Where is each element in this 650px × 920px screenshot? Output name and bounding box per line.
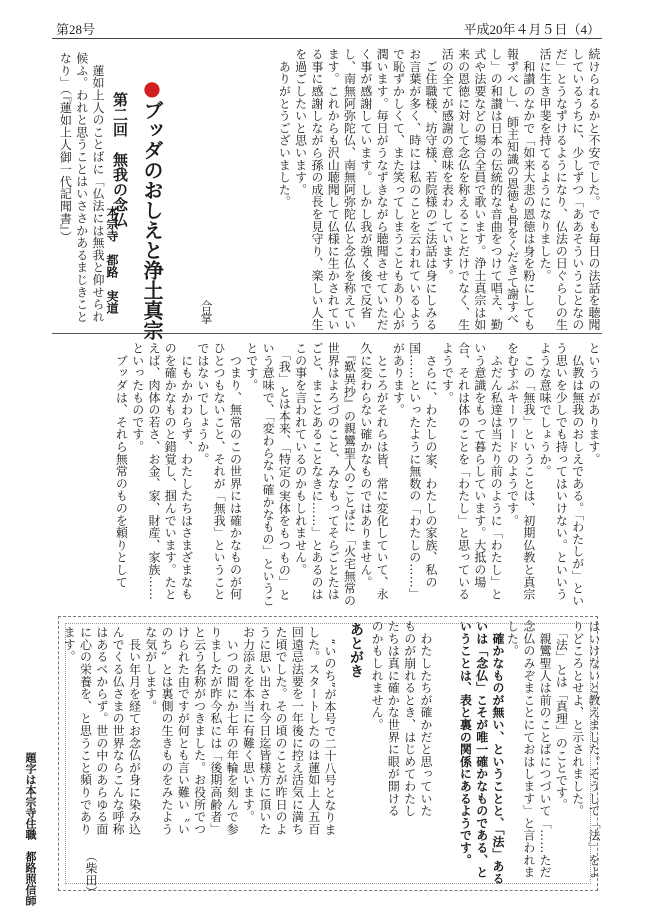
author-name: 本宗寺 都路 実道 <box>105 206 119 314</box>
emphasis-text: 確かなものが無い、ということと、「法」あるいは「念仏」こそが唯一確かなものである、ということは、表と裏の関係にあるようです。 <box>458 620 505 885</box>
afterword-title: あとがき <box>348 622 364 678</box>
series-title: ●ブッダのおしえと浄土真宗 <box>140 76 164 340</box>
page-header <box>52 14 602 39</box>
section-divider <box>52 333 602 334</box>
essay-continuation: はいけないと教えました。そうして「法」をよりどころとせよ、と示されました。 「法」とは「真理」のことです。 親鸞聖人は前のことばにつづいて「……ただ念仏のみぞまことにておはします」と言われました。 <box>505 620 601 879</box>
afterword-text: “いのち”が本号で二十八号となりました。スタートしたのは蓮如上人五百回遠忌法要を一年後に控え活気に満ちた頃でした。その頃のことが昨日のように思い出され今日迄皆様方に頂いたお力添えを本当に有難く思います。 いつの間にか七年の年輪を刻んで参りましたが昨今私には「後期高齢者」と云う名称がつきました。お役所でつけられた由ですが何とも言い難い〝いのち〟とは裏側の生きものをみたような気がします。 長い年月を経てお念仏が身に染み込んでくる仏さまの世界ならこんな呼称はあるべからず。世の中のあらゆる面に心の栄養を、と思うこと頻りであります。 <box>62 626 337 836</box>
afterword-signature: （柴田） <box>84 850 98 898</box>
testimony-text: 続けられるかと不安でした。でも毎日の法話を聴聞しているうちに、少しずつ「ああそういうことなのだ」とうなずけるようになり、仏法の日ぐらしの生活に生き甲斐を持てるようになりました。 和讃のなかで「如来大悲の恩徳は身を粉にしても報ずべし」、師主知識の恩徳も骨をくだきて謝すべし」の和讃は日本の伝統的な音曲をつけて唱え、勤式や法要などの場合全員で歌います。浄土真宗は如来の恩徳に対して念仏を称えることだけでなく、生活の全てが感謝の意味を表わしています。 ご住職様、坊守様、若院様のご法話は身にしみるお言葉が多く、時には私のことを云われているようで恥ずかしくて、また笑ってしまうこともあり心が潤います。毎日がうなずきながら聴聞させていただく事が感謝しています。しかし我が強く後で反省し、南無阿弥陀仏、南無阿弥陀仏と念仏を称えています。これからも沢山聴聞して仏様に生かされている事に感謝しながら孫の成長を見守り、楽しい人生を過ごしたいと思います。 ありがとうございました。 <box>277 48 601 331</box>
issue-date: 平成20年４月５日（4） <box>463 22 600 37</box>
closing-text: わたしたちが確かだと思っていたものが崩れるとき、はじめてわたしたちは真に確かな世界に眼が開けるのかもしれません。 <box>370 620 433 817</box>
intro-text: 蓮如上人のことばに「仏法には無我と仰せられ候ふ。われと思うことはいささかあるまじきことなり」（『蓮如上人御一代記聞書』） <box>58 52 105 323</box>
issue-number: 第28号 <box>56 22 96 37</box>
bullet-icon: ● <box>140 76 164 100</box>
calligraphy-credit: 題字は本宗寺住職 都路照信師 <box>24 752 37 906</box>
installment-title: 第二回 無我の念仏 <box>111 92 129 227</box>
essay-text: というのがあります。 仏教は無我のおしえである。「わたしが」という思いを少しでも持ってはいけない。といいうような意味でしょうか。 この「無我」ということは、初期仏教と真宗をむすぶキーワードのようです。 ふだん私達は当たり前のように「わたし」という意識をもって暮らしています。大抵の場合、それは体のことを「わたし」と思っているようです。 さらに、わたしの家、わたしの家族、私の国……といったように無数の「わたしの……」があります。 ところがそれらは皆、常に変化していて、永久に変わらない確かなものではありません。 『歎異抄』の親鸞聖人のことばに「火宅無常の世界はよろづのこと、みなもってそらごとたはごと、まことあることなきに……」とあるのはこの事を言われているのかもしれません。 「我」とは本来、「特定の実体をもつもの」という意味で、「変わらない確かなもの」ということです。 つまり、無常のこの世界には確かなものが何ひとつもないこと、それが「無我」ということではないでしょうか。 にもかかわらず、わたしたちはさまざまなものを確かなものと錯覚し、掴んでいます。たとえば、肉体の若さ、お金、家、財産、家族……といったものです。 ブッダは、それら無常のものを頼りとして <box>114 342 601 607</box>
sign-off: 合掌 <box>199 300 213 324</box>
